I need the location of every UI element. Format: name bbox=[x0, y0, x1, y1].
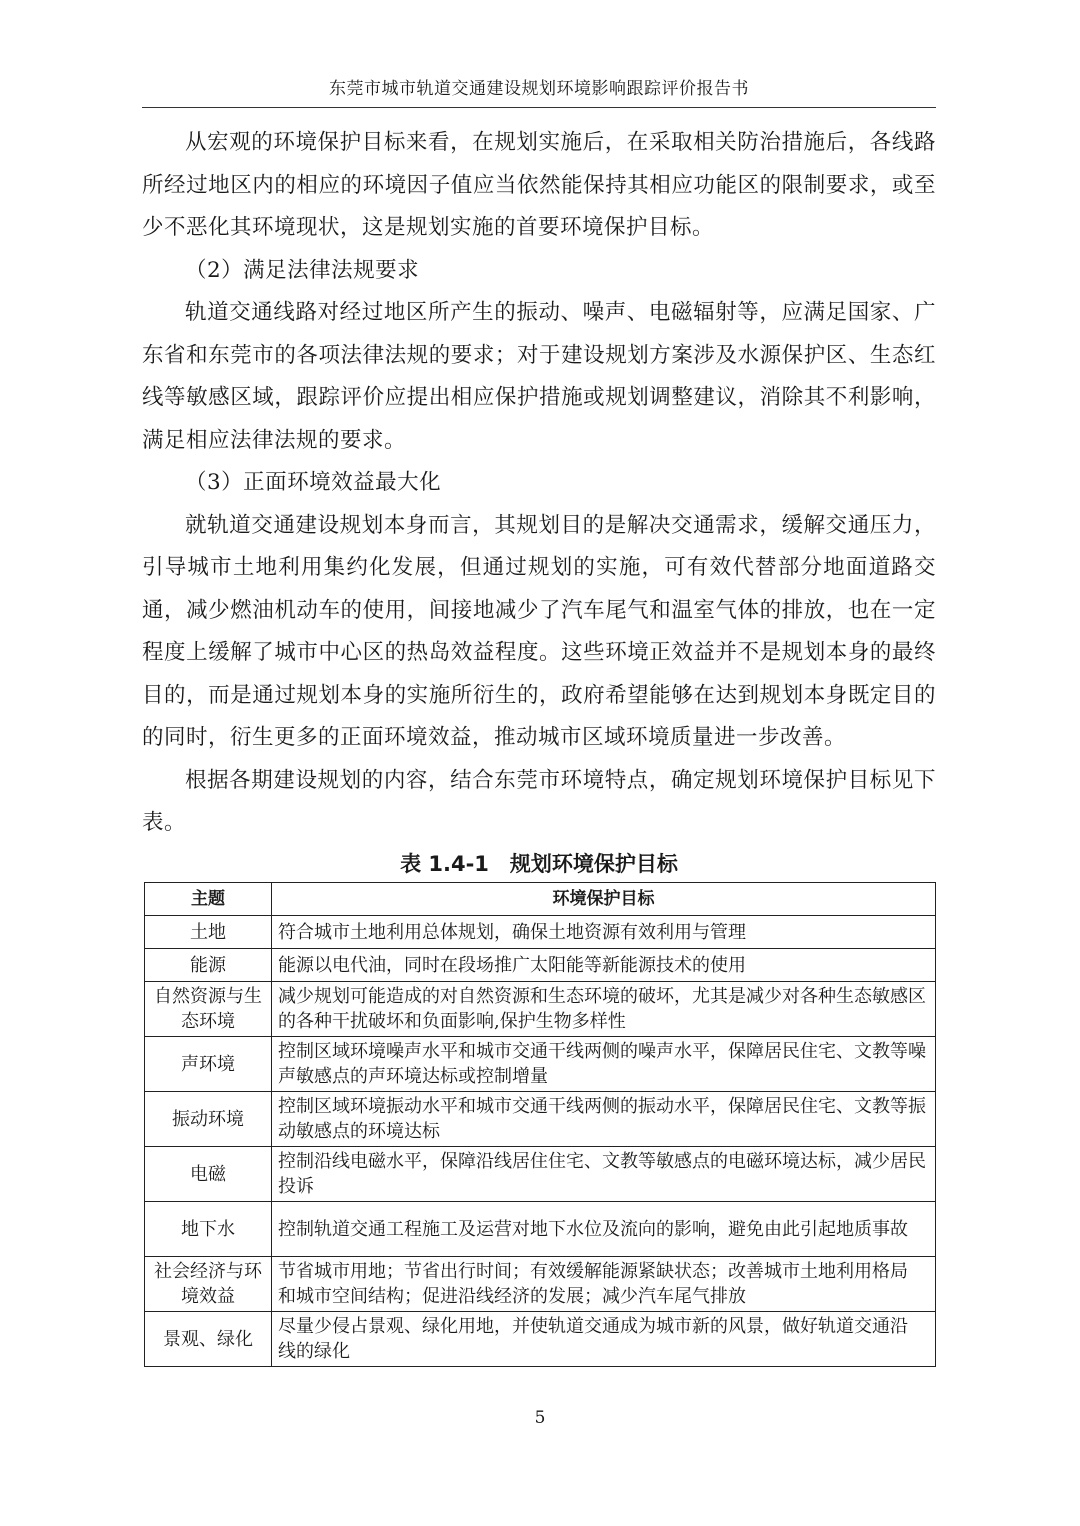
running-header: 东莞市城市轨道交通建设规划环境影响跟踪评价报告书 bbox=[142, 74, 936, 108]
row-topic: 电磁 bbox=[145, 1147, 272, 1202]
row-goal: 符合城市土地利用总体规划，确保土地资源有效利用与管理 bbox=[272, 916, 936, 949]
table-row bbox=[145, 1092, 936, 1147]
paragraph-table-intro: 根据各期建设规划的内容，结合东莞市环境特点，确定规划环境保护目标见下表。 bbox=[142, 767, 936, 835]
row-topic: 声环境 bbox=[145, 1037, 272, 1092]
row-goal: 控制沿线电磁水平，保障沿线居住住宅、文教等敏感点的电磁环境达标，减少居民投诉 bbox=[272, 1147, 936, 1202]
row-goal: 控制轨道交通工程施工及运营对地下水位及流向的影响，避免由此引起地质事故 bbox=[272, 1202, 936, 1257]
row-topic: 景观、绿化 bbox=[145, 1312, 272, 1367]
body-text bbox=[142, 122, 936, 845]
column-header-goal: 环境保护目标 bbox=[272, 883, 936, 916]
column-header-topic: 主题 bbox=[145, 883, 272, 916]
table-caption: 表 1.4-1 规划环境保护目标 bbox=[400, 852, 678, 876]
page-number: 5 bbox=[534, 1408, 546, 1428]
row-goal: 控制区域环境振动水平和城市交通干线两侧的振动水平，保障居民住宅、文教等振动敏感点的环境达标 bbox=[272, 1092, 936, 1147]
row-goal: 能源以电代油，同时在段场推广太阳能等新能源技术的使用 bbox=[272, 949, 936, 982]
row-topic: 自然资源与生态环境 bbox=[145, 982, 272, 1037]
table-row bbox=[145, 1147, 936, 1202]
row-topic: 振动环境 bbox=[145, 1092, 272, 1147]
subheading-legal-requirements: （2）满足法律法规要求 bbox=[185, 257, 420, 283]
table-row bbox=[145, 1257, 936, 1312]
subheading-positive-benefits: （3）正面环境效益最大化 bbox=[185, 470, 442, 495]
table-row bbox=[145, 916, 936, 949]
paragraph-legal-requirements: 轨道交通线路对经过地区所产生的振动、噪声、电磁辐射等，应满足国家、广东省和东莞市的各项法律法规的要求；对于建设规划方案涉及水源保护区、生态红线等敏感区域，跟踪评价应提出相应保护措施或规划调整建议，消除其不利影响，满足相应法律法规的要求。 bbox=[142, 300, 936, 453]
row-goal: 尽量少侵占景观、绿化用地，并使轨道交通成为城市新的风景，做好轨道交通沿 线的绿化 bbox=[272, 1312, 936, 1367]
row-topic: 地下水 bbox=[145, 1202, 272, 1257]
table-row bbox=[145, 982, 936, 1037]
paragraph-positive-benefits: 就轨道交通建设规划本身而言，其规划目的是解决交通需求，缓解交通压力，引导城市土地利用集约化发展，但通过规划的实施，可有效代替部分地面道路交通，减少燃油机动车的使用，间接地减少了汽车尾气和温室气体的排放，也在一定程度上缓解了城市中心区的热岛效益程度。这些环境正效益并不是规划本身的最终目的，而是通过规划本身的实施所衍生的，政府希望能够在达到规划本身既定目的的同时，衍生更多的正面环境效益，推动城市区域环境质量进一步改善。 bbox=[142, 512, 936, 750]
table-row bbox=[145, 1202, 936, 1257]
row-topic: 土地 bbox=[145, 916, 272, 949]
table-row bbox=[145, 1312, 936, 1367]
row-goal: 节省城市用地；节省出行时间；有效缓解能源紧缺状态；改善城市土地利用格局 和城市空间结构；促进沿线经济的发展；减少汽车尾气排放 bbox=[272, 1257, 936, 1312]
table-header-row bbox=[145, 883, 936, 916]
row-topic: 能源 bbox=[145, 949, 272, 982]
row-goal: 控制区域环境噪声水平和城市交通干线两侧的噪声水平，保障居民住宅、文教等噪声敏感点的声环境达标或控制增量 bbox=[272, 1037, 936, 1092]
row-goal: 减少规划可能造成的对自然资源和生态环境的破坏，尤其是减少对各种生态敏感区的各种干扰破坏和负面影响,保护生物多样性 bbox=[272, 982, 936, 1037]
paragraph-macro-goal: 从宏观的环境保护目标来看，在规划实施后，在采取相关防治措施后，各线路所经过地区内的相应的环境因子值应当依然能保持其相应功能区的限制要求，或至少不恶化其环境现状，这是规划实施的首要环境保护目标。 bbox=[142, 130, 936, 240]
table-row bbox=[145, 1037, 936, 1092]
table-row bbox=[145, 949, 936, 982]
environmental-goals-table bbox=[144, 882, 936, 1367]
row-topic: 社会经济与环境效益 bbox=[145, 1257, 272, 1312]
